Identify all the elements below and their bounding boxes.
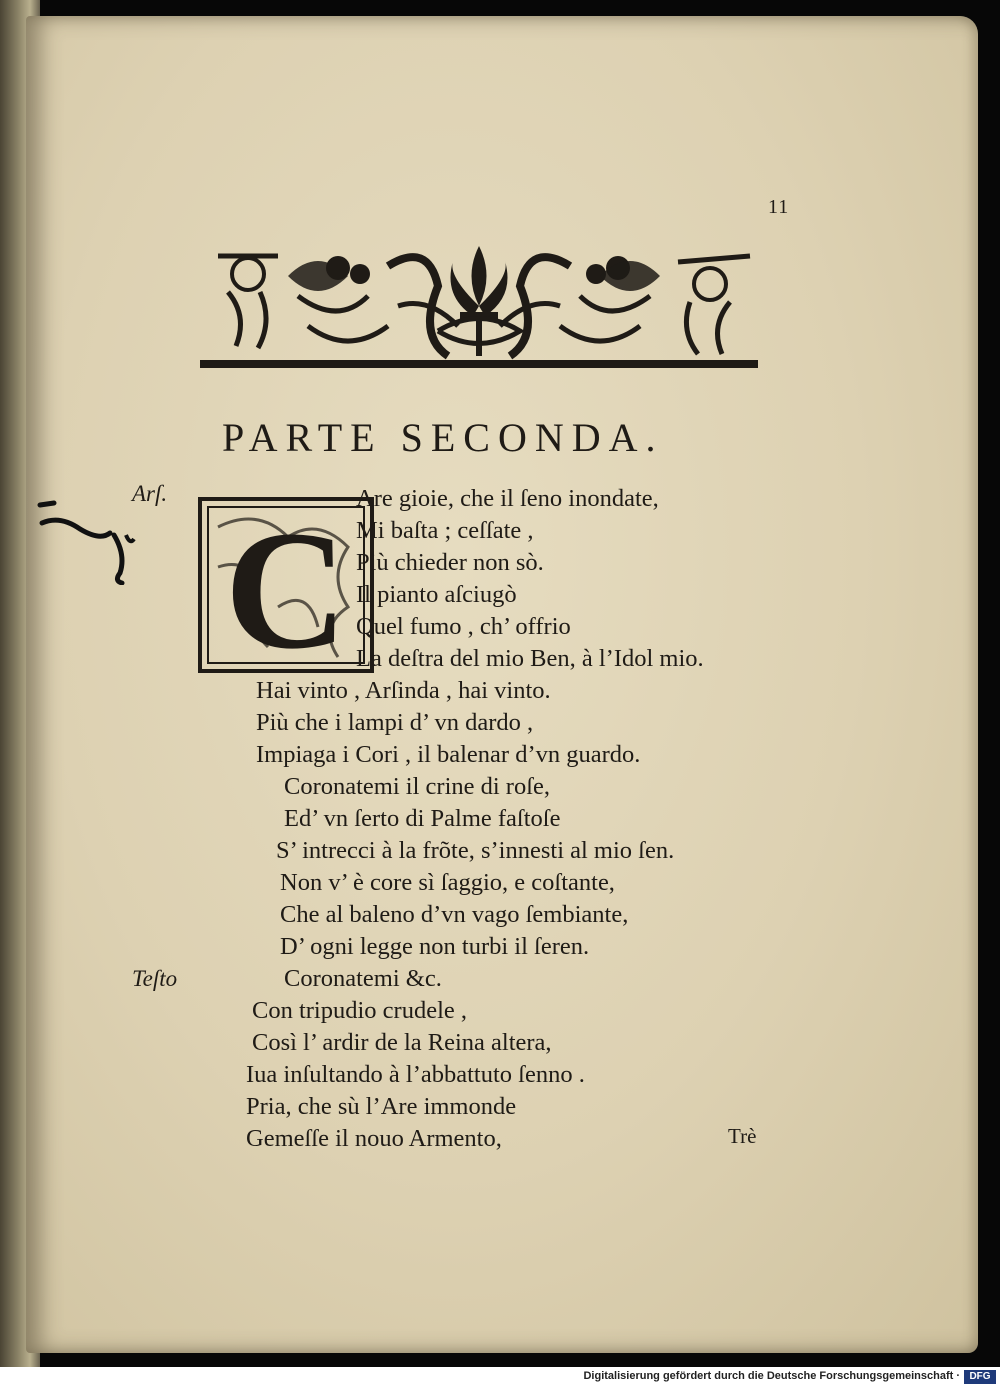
dfg-logo-icon: DFG (964, 1370, 996, 1384)
verse-line: Quel fumo , ch’ offrio (356, 613, 571, 640)
initial-letter: C (224, 497, 348, 673)
verse-line: Iua inſultando à l’abbattuto ſenno . (246, 1061, 585, 1088)
footer-bar (0, 1367, 1000, 1387)
verse-line: Coronatemi il crine di roſe, (284, 773, 551, 800)
page-number: 11 (768, 196, 790, 218)
verse-line: Impiaga i Cori , il balenar d’vn guardo. (256, 741, 641, 768)
verse-line: La deſtra del mio Ben, à l’Idol mio. (356, 645, 704, 672)
verse-line: Pria, che sù l’Are immonde (246, 1093, 517, 1120)
verse-line: Con tripudio crudele , (252, 997, 468, 1024)
floral-ornament-icon (198, 236, 760, 374)
ink-mark-icon (30, 495, 140, 585)
verse-line: Più chieder non sò. (356, 549, 544, 576)
verse-line: Che al baleno d’vn vago ſembiante, (280, 901, 629, 928)
speaker-note-testo: Teſto (132, 966, 178, 991)
verse-line: Così l’ ardir de la Reina altera, (252, 1029, 552, 1056)
speaker-note-arsinda: Arſ. (132, 481, 168, 506)
verse-line: Non v’ è core sì ſaggio, e coſtante, (280, 869, 615, 896)
verse-line: S’ intrecci à la frõte, s’innesti al mio ſen. (276, 837, 675, 864)
verse-line: Coronatemi &c. (284, 965, 442, 992)
footer-credit: Digitalisierung gefördert durch die Deutsche Forschungsgemeinschaft · (583, 1370, 960, 1382)
verse-line: Gemeſſe il nouo Armento, (246, 1125, 502, 1152)
verse-line: Il pianto aſciugò (356, 581, 517, 608)
verse-line: Hai vinto , Arſinda , hai vinto. (256, 677, 551, 704)
verse-line: Più che i lampi d’ vn dardo , (256, 709, 534, 736)
book-page (26, 16, 978, 1353)
verse-line: D’ ogni legge non turbi il ſeren. (280, 933, 590, 960)
verse-line: Are gioie, che il ſeno inondate, (356, 485, 659, 512)
decorated-initial-icon (198, 497, 374, 673)
verse-line: Mi baſta ; ceſſate , (356, 517, 534, 544)
chapter-heading: PARTE SECONDA. (222, 415, 664, 460)
catchword: Trè (728, 1124, 757, 1148)
verse-line: Ed’ vn ſerto di Palme faſtoſe (284, 805, 561, 832)
